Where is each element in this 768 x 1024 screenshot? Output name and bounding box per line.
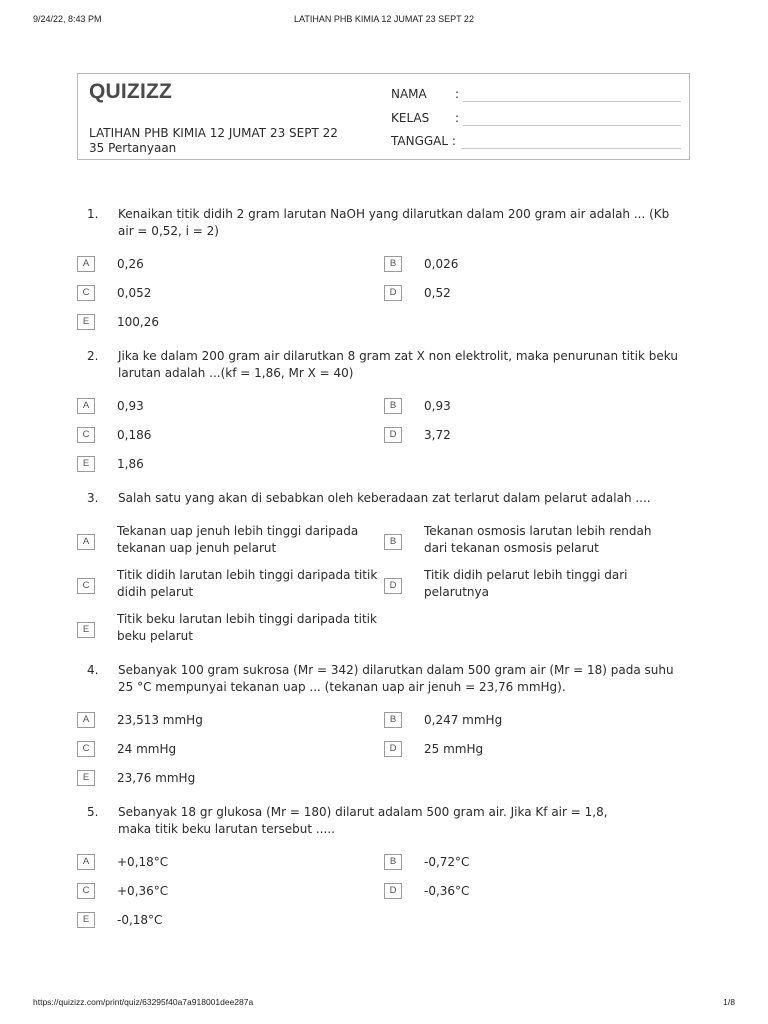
option-key-box: A (77, 398, 95, 414)
option-text (424, 567, 694, 601)
question-text-line: Kenaikan titik didih 2 gram larutan NaOH yang dilarutkan dalam 200 gram air adalah ... (Kb (118, 207, 670, 221)
nama-colon: : (455, 87, 460, 101)
option-text (117, 285, 387, 302)
option-key-box: A (77, 854, 95, 870)
print-date: 9/24/22, 8:43 PM (33, 14, 102, 24)
page-number: 1/8 (723, 997, 735, 1007)
question-number: 1. (87, 207, 99, 221)
option-text-line: 0,026 (424, 257, 459, 271)
option-text-line: 0,52 (424, 286, 451, 300)
option-key-box: E (77, 314, 95, 330)
option-text-line: -0,36°C (424, 884, 470, 898)
option-text-line: tekanan uap jenuh pelarut (117, 541, 277, 555)
option-text (117, 712, 387, 729)
option-text (117, 523, 387, 557)
option-key-box: E (77, 770, 95, 786)
option-key-box: B (384, 854, 402, 870)
option-text (424, 427, 694, 444)
option-text-line: pelarutnya (424, 585, 489, 599)
option-key-box: E (77, 456, 95, 472)
option-text-line: 0,93 (117, 399, 144, 413)
option-key-box: E (77, 622, 95, 638)
option-text (424, 741, 694, 758)
quizizz-logo: QUIZIZZ (89, 80, 173, 103)
option-text (117, 314, 387, 331)
option-text-line: +0,36°C (117, 884, 169, 898)
option-text-line: 23,76 mmHg (117, 771, 196, 785)
option-text-line: -0,72°C (424, 855, 470, 869)
option-key-box: A (77, 712, 95, 728)
option-text (117, 427, 387, 444)
option-text (117, 456, 387, 473)
kelas-colon: : (455, 111, 460, 125)
option-key-box: D (384, 427, 402, 443)
question-count: 35 Pertanyaan (89, 141, 177, 155)
option-text (424, 883, 694, 900)
question-text (118, 206, 698, 240)
option-text (424, 712, 694, 729)
question-text (118, 490, 698, 507)
print-title: LATIHAN PHB KIMIA 12 JUMAT 23 SEPT 22 (294, 14, 474, 24)
question-text-line: Sebanyak 100 gram sukrosa (Mr = 342) dilarutkan dalam 500 gram air (Mr = 18) pada suhu (118, 663, 674, 677)
option-text (117, 883, 387, 900)
question-text-line: maka titik beku larutan tersebut ..... (118, 822, 335, 836)
option-text-line: 0,186 (117, 428, 152, 442)
option-text (424, 854, 694, 871)
option-text (424, 398, 694, 415)
option-key-box: B (384, 534, 402, 550)
option-key-box: D (384, 741, 402, 757)
question-number: 3. (87, 491, 99, 505)
option-text-line: 25 mmHg (424, 742, 484, 756)
quiz-title: LATIHAN PHB KIMIA 12 JUMAT 23 SEPT 22 (89, 126, 338, 140)
question-number: 5. (87, 805, 99, 819)
option-text (424, 256, 694, 273)
option-text-line: 0,26 (117, 257, 144, 271)
option-text (424, 523, 694, 557)
question-text-line: Salah satu yang akan di sebabkan oleh keberadaan zat terlarut dalam pelarut adalah .... (118, 491, 651, 505)
option-text (117, 770, 387, 787)
question-text-line: air = 0,52, i = 2) (118, 224, 219, 238)
option-text-line: 23,513 mmHg (117, 713, 203, 727)
option-key-box: C (77, 427, 95, 443)
question-text-line: larutan adalah ...(kf = 1,86, Mr X = 40) (118, 366, 354, 380)
print-url: https://quizizz.com/print/quiz/63295f40a7a918001dee287a (33, 997, 254, 1007)
option-text (117, 256, 387, 273)
option-text (117, 398, 387, 415)
option-key-box: D (384, 578, 402, 594)
option-key-box: A (77, 534, 95, 550)
option-text-line: -0,18°C (117, 913, 163, 927)
option-text-line: +0,18°C (117, 855, 169, 869)
option-key-box: B (384, 712, 402, 728)
option-key-box: D (384, 883, 402, 899)
option-key-box: C (77, 883, 95, 899)
nama-label: NAMA (391, 87, 427, 101)
option-text-line: Titik didih larutan lebih tinggi daripada titik (117, 568, 378, 582)
option-text (424, 285, 694, 302)
option-key-box: B (384, 256, 402, 272)
option-text-line: 1,86 (117, 457, 144, 471)
print-header (0, 14, 768, 28)
nama-line (463, 101, 681, 102)
question-text (118, 662, 698, 696)
option-text (117, 741, 387, 758)
option-key-box: A (77, 256, 95, 272)
option-text-line: Titik didih pelarut lebih tinggi dari (424, 568, 628, 582)
option-text-line: 0,93 (424, 399, 451, 413)
option-text-line: 24 mmHg (117, 742, 177, 756)
question-text (118, 804, 698, 838)
option-key-box: C (77, 285, 95, 301)
kelas-line (463, 125, 681, 126)
question-text-line: Sebanyak 18 gr glukosa (Mr = 180) dilarut adalam 500 gram air. Jika Kf air = 1,8, (118, 805, 608, 819)
question-text-line: Jika ke dalam 200 gram air dilarutkan 8 gram zat X non elektrolit, maka penurunan titik beku (118, 349, 678, 363)
option-text-line: 0,052 (117, 286, 152, 300)
option-key-box: C (77, 741, 95, 757)
option-text-line: Tekanan osmosis larutan lebih rendah (424, 524, 652, 538)
option-text (117, 912, 387, 929)
option-text (117, 611, 387, 645)
option-text (117, 567, 387, 601)
option-text-line: didih pelarut (117, 585, 194, 599)
option-text-line: 100,26 (117, 315, 159, 329)
kelas-label: KELAS (391, 111, 430, 125)
option-text-line: Tekanan uap jenuh lebih tinggi daripada (117, 524, 359, 538)
tanggal-line (461, 148, 681, 149)
option-key-box: C (77, 578, 95, 594)
quiz-info-box (77, 73, 690, 160)
option-text-line: 0,247 mmHg (424, 713, 503, 727)
option-text (117, 854, 387, 871)
question-text-line: 25 °C mempunyai tekanan uap ... (tekanan uap air jenuh = 23,76 mmHg). (118, 680, 566, 694)
question-text (118, 348, 698, 382)
option-text-line: dari tekanan osmosis pelarut (424, 541, 599, 555)
option-key-box: E (77, 912, 95, 928)
print-footer (0, 997, 768, 1011)
option-key-box: D (384, 285, 402, 301)
question-number: 4. (87, 663, 99, 677)
option-text-line: 3,72 (424, 428, 451, 442)
option-text-line: beku pelarut (117, 629, 193, 643)
option-text-line: Titik beku larutan lebih tinggi daripada titik (117, 612, 377, 626)
tanggal-label: TANGGAL : (391, 134, 456, 148)
question-number: 2. (87, 349, 99, 363)
option-key-box: B (384, 398, 402, 414)
